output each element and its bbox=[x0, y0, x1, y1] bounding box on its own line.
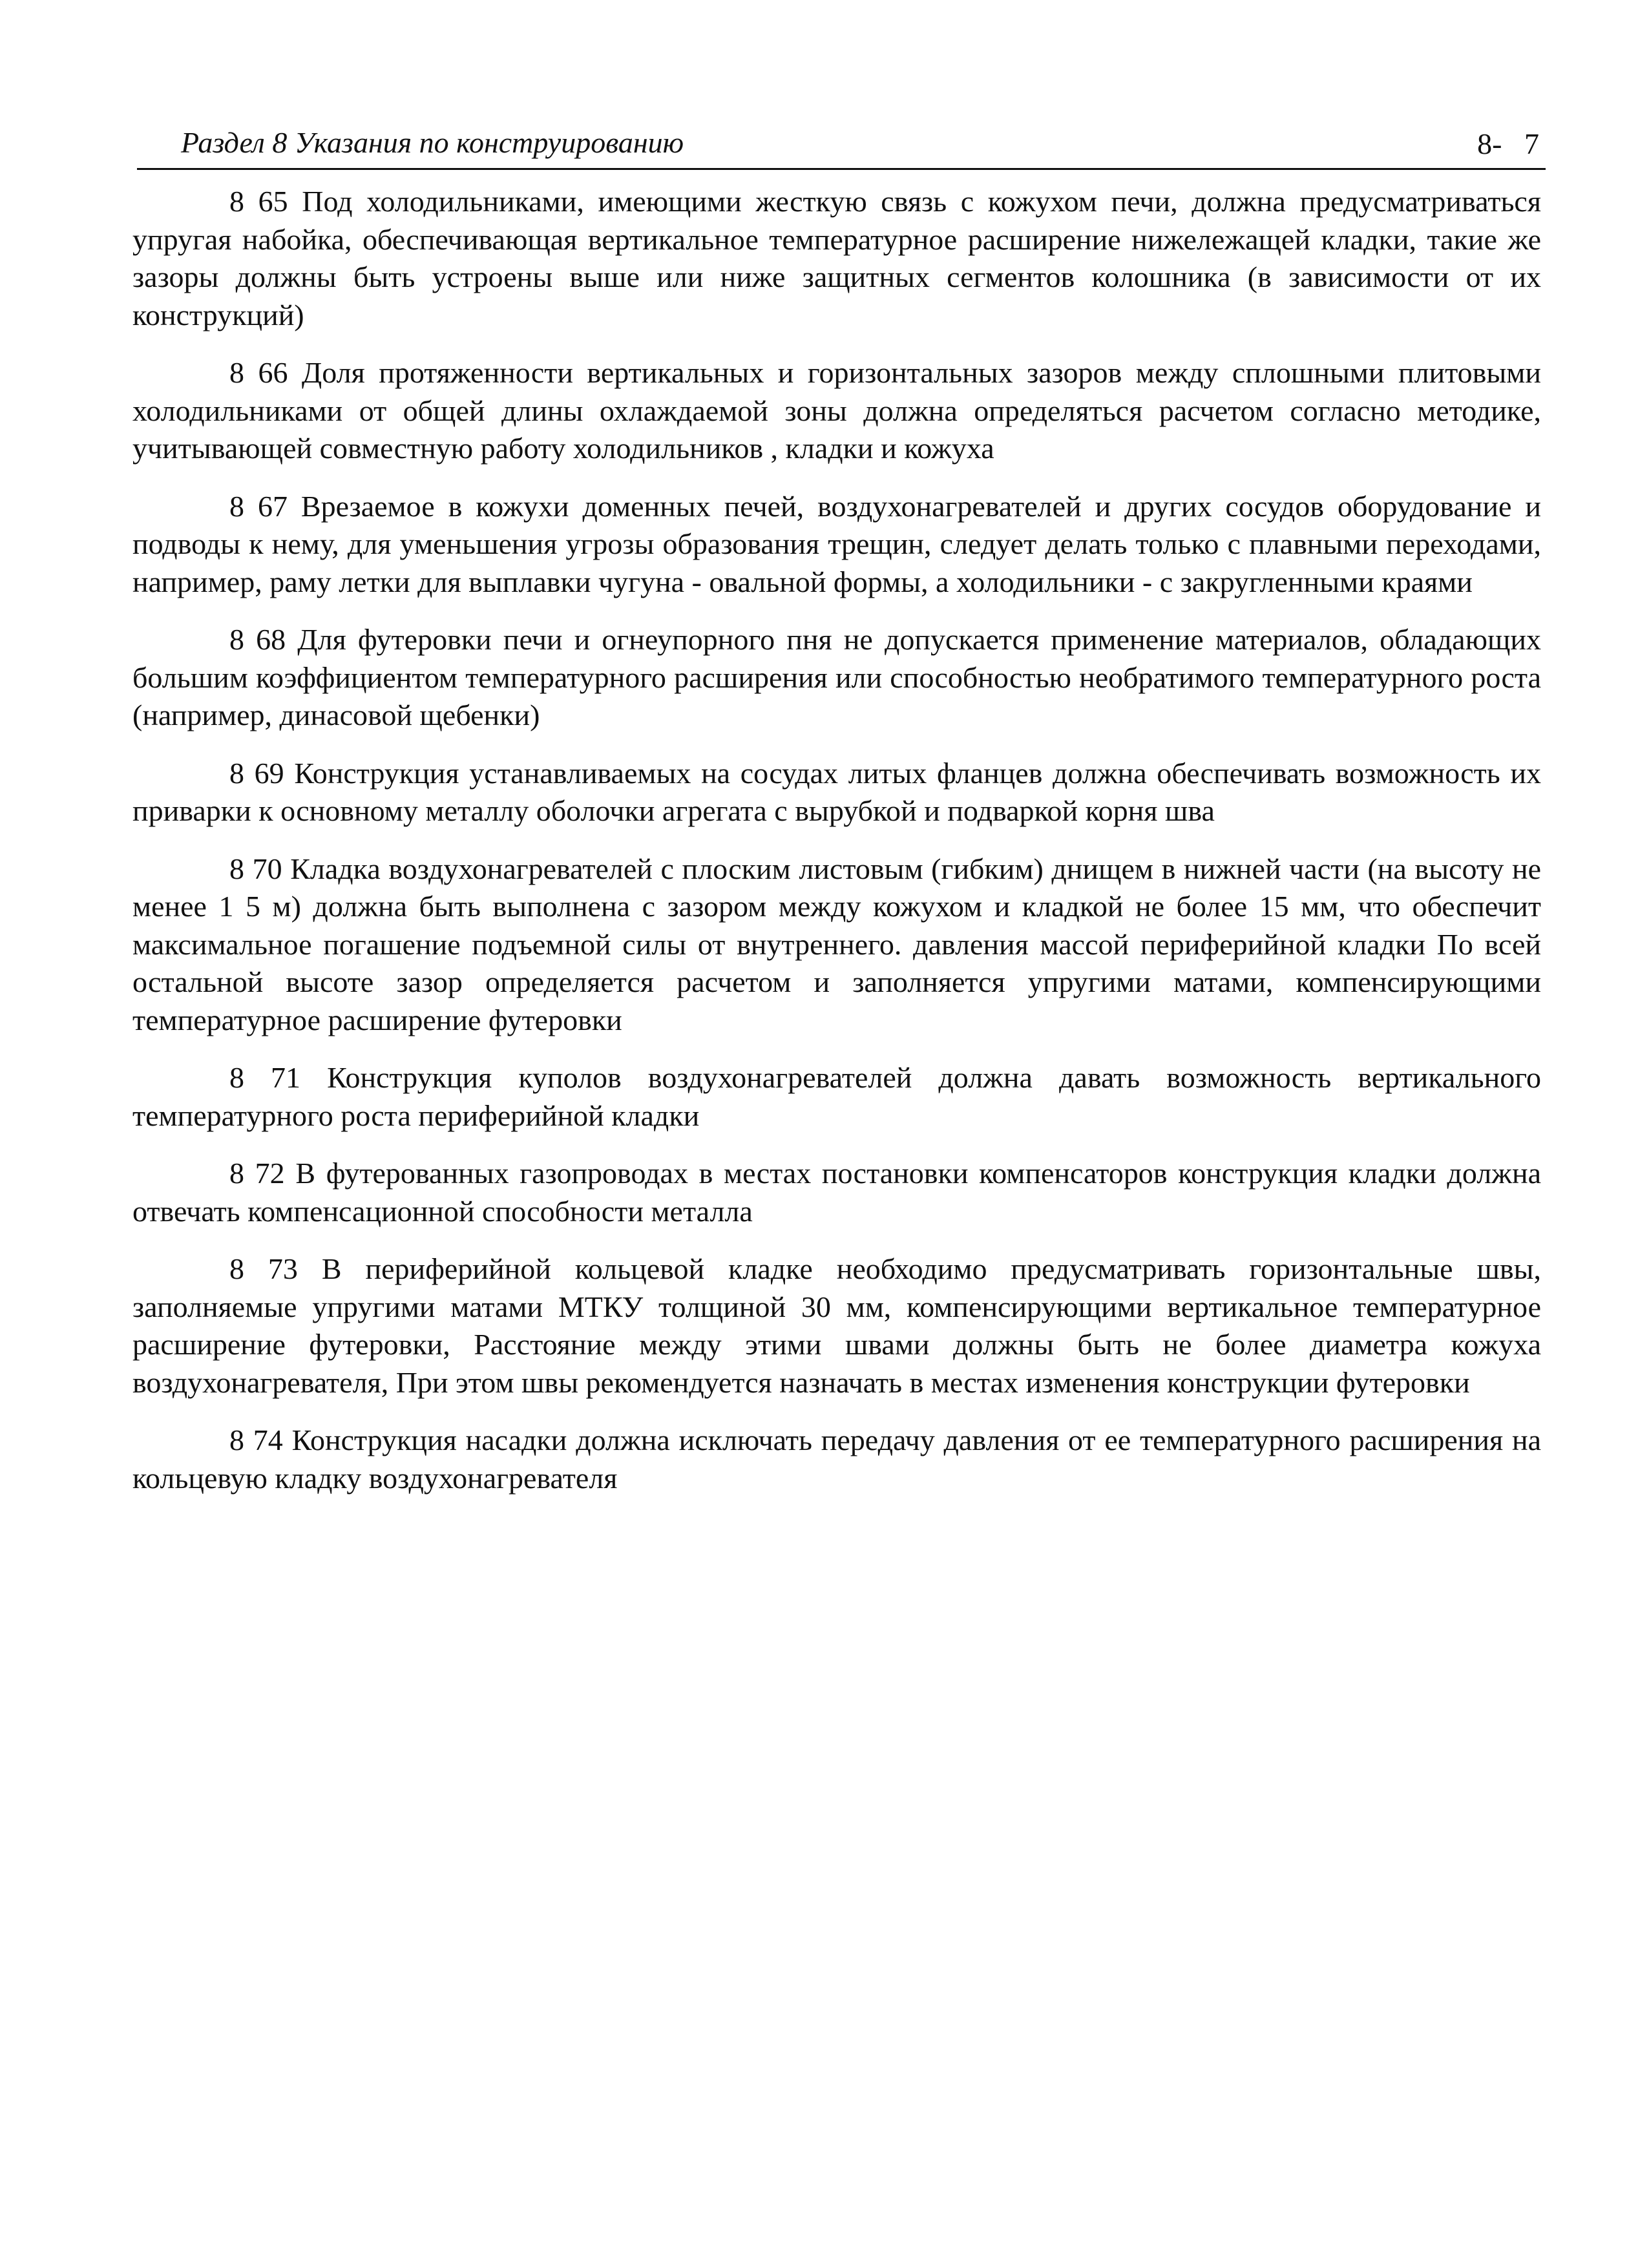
paragraph-8-70: 8 70 Кладка воздухонагревателей с плоским листовым (гибким) днищем в нижней части (на высоту не менее 1 5 м) должна быть выполнена с зазором между кожухом и кладкой не более 15 мм, что обеспечит максимальное погашение подъемной силы от внутреннего. давления массой периферийной кладки По всей остальной высоте зазор определяется расчетом и заполняется упругими матами, компенсирующими температурное расширение футеровки bbox=[132, 852, 1541, 1036]
section-title: Раздел 8 Указания по конструированию bbox=[181, 126, 684, 159]
paragraph-8-74: 8 74 Конструкция насадки должна исключать передачу давления от ее температурного расширения на кольцевую кладку воздухонагревателя bbox=[132, 1423, 1541, 1495]
paragraph-8-66: 8 66 Доля протяженности вертикальных и горизонтальных зазоров между сплошными плитовыми холодильниками от общей длины охлаждаемой зоны должна определяться расчетом согласно методике, учитывающей совместную работу холодильников , кладки и кожуха bbox=[132, 356, 1541, 465]
paragraph-8-71: 8 71 Конструкция куполов воздухонагревателей должна давать возможность вертикального температурного роста периферийной кладки bbox=[132, 1061, 1541, 1132]
paragraph-8-72: 8 72 В футерованных газопроводах в местах постановки компенсаторов конструкция кладки должна отвечать компенсационной способности металла bbox=[132, 1157, 1541, 1228]
document-body bbox=[132, 183, 1541, 1517]
page-header bbox=[137, 123, 1546, 170]
paragraph-8-65: 8 65 Под холодильниками, имеющими жесткую связь с кожухом печи, должна предусматриваться упругая набойка, обеспечивающая вертикальное температурное расширение нижележащей кладки, такие же зазоры должны быть устроены выше или ниже защитных сегментов колошника (в зависимости от их конструкций) bbox=[132, 185, 1541, 331]
paragraph-8-69: 8 69 Конструкция устанавливаемых на сосудах литых фланцев должна обеспечивать возможность их приварки к основному металлу оболочки агрегата с вырубкой и подваркой корня шва bbox=[132, 756, 1541, 827]
paragraph-8-68: 8 68 Для футеровки печи и огнеупорного пня не допускается применение материалов, обладающих большим коэффициентом температурного расширения или способностью необратимого температурного роста (например, динасовой щебенки) bbox=[132, 623, 1541, 731]
paragraph-8-67: 8 67 Врезаемое в кожухи доменных печей, воздухонагревателей и других сосудов оборудование и подводы к нему, для уменьшения угрозы образования трещин, следует делать только с плавными переходами, например, раму летки для выплавки чугуна - овальной формы, а холодильники - с закругленными краями bbox=[132, 489, 1541, 598]
page-number: 8- 7 bbox=[1477, 127, 1539, 160]
paragraph-8-73: 8 73 В периферийной кольцевой кладке необходимо предусматривать горизонтальные швы, заполняемые упругими матами МТКУ толщиной 30 мм, компенсирующими вертикальное температурное расширение футеровки, Расстояние между этими швами должны быть не более диаметра кожуха воздухонагревателя, При этом швы рекомендуется назначать в местах изменения конструкции футеровки bbox=[132, 1252, 1541, 1399]
